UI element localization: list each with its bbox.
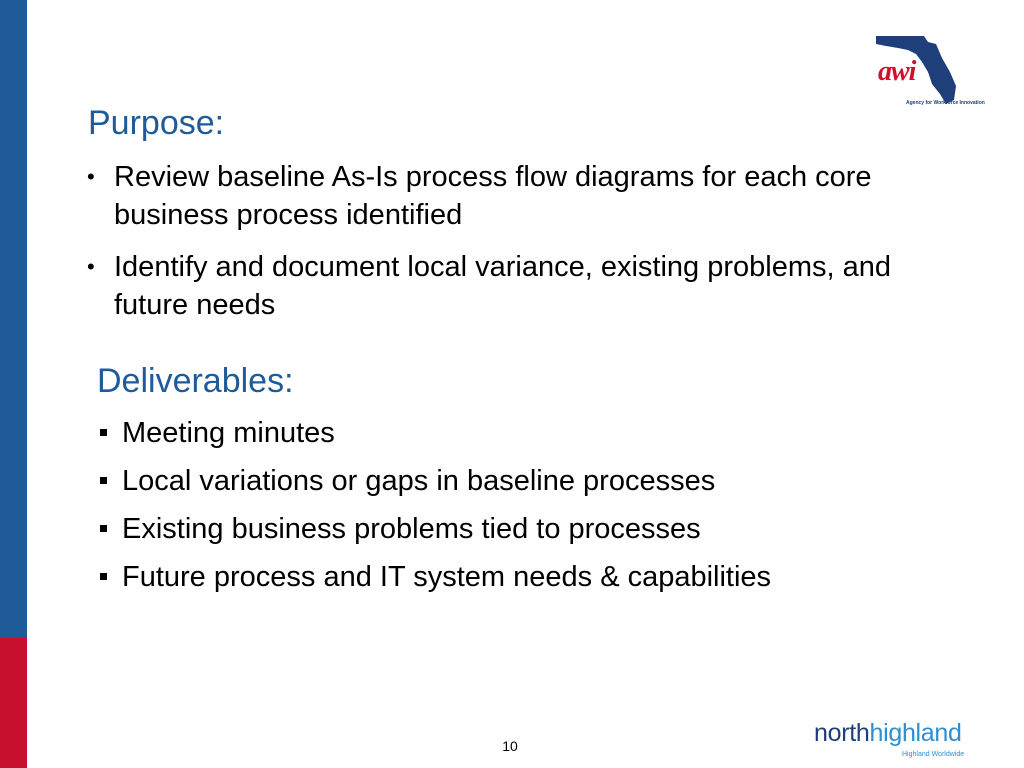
awi-logo-mark: awi xyxy=(878,56,916,87)
list-item xyxy=(85,158,945,234)
deliverables-heading: Deliverables: xyxy=(97,362,294,400)
awi-logo-subtitle: Agency for Workforce Innovation xyxy=(906,100,985,106)
bullet-square-icon xyxy=(100,477,107,484)
deliverable-item-text: Existing business problems tied to processes xyxy=(122,513,701,545)
deliverables-list xyxy=(97,414,917,606)
side-accent-bar-blue xyxy=(0,0,27,638)
purpose-heading: Purpose: xyxy=(88,104,225,142)
northhighland-wordmark xyxy=(814,719,974,747)
awi-logo xyxy=(872,28,985,108)
brand-part-highland: highland xyxy=(869,719,962,747)
purpose-item-text: Identify and document local variance, existing problems, and future needs xyxy=(114,251,891,321)
page-number: 10 xyxy=(502,738,518,754)
list-item xyxy=(97,510,917,548)
side-accent-bar-red xyxy=(0,638,27,768)
list-item xyxy=(97,462,917,500)
northhighland-logo xyxy=(814,719,974,763)
purpose-list xyxy=(85,158,945,338)
list-item xyxy=(85,248,945,324)
bullet-square-icon xyxy=(100,573,107,580)
bullet-dot-icon: • xyxy=(87,254,95,279)
brand-part-north: north xyxy=(814,719,870,747)
purpose-item-text: Review baseline As-Is process flow diagrams for each core business process identified xyxy=(114,161,872,231)
bullet-square-icon xyxy=(100,525,107,532)
list-item xyxy=(97,414,917,452)
list-item xyxy=(97,558,917,596)
deliverable-item-text: Future process and IT system needs & capabilities xyxy=(122,561,772,593)
deliverable-item-text: Local variations or gaps in baseline processes xyxy=(122,465,716,497)
brand-tagline: Highland Worldwide xyxy=(902,751,965,758)
bullet-dot-icon: • xyxy=(87,164,95,189)
bullet-square-icon xyxy=(100,429,107,436)
deliverable-item-text: Meeting minutes xyxy=(122,417,335,449)
